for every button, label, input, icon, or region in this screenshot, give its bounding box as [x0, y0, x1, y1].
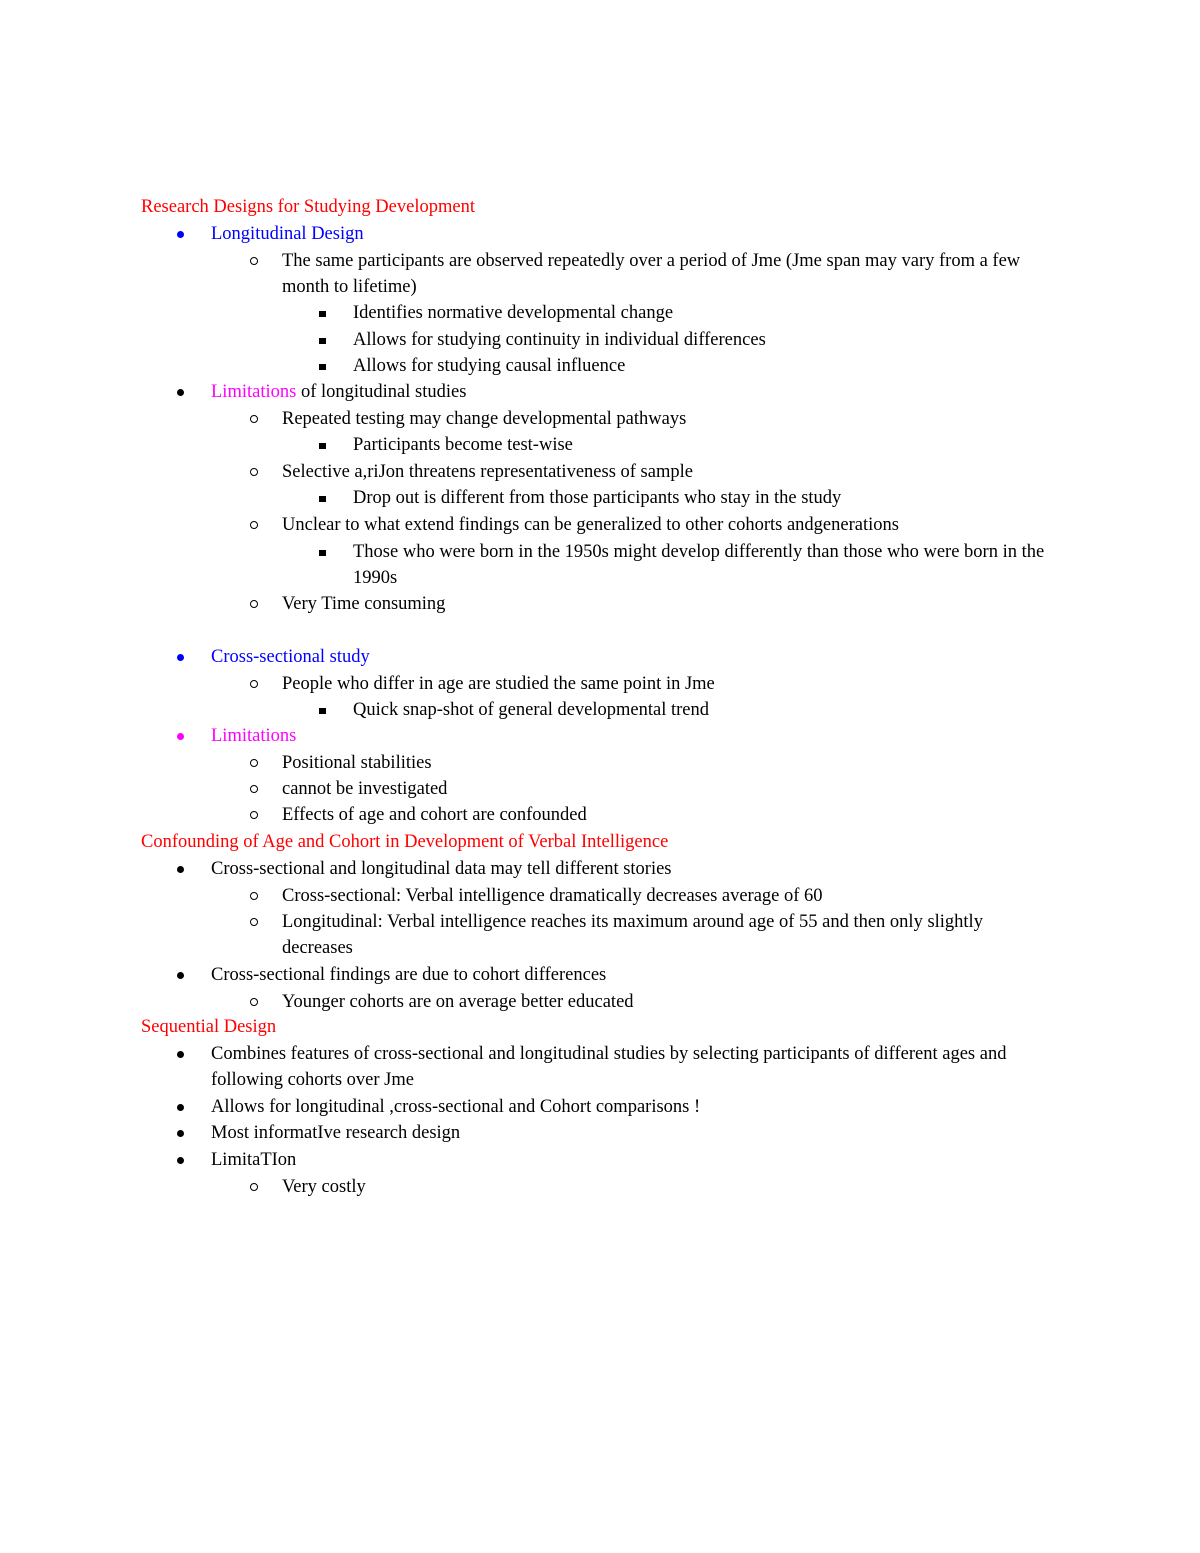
- bullet-dot-icon: [177, 1051, 184, 1058]
- bullet-circle-icon: [250, 468, 258, 476]
- bullet-dot-icon: [177, 972, 184, 979]
- bullet-dot-icon: [177, 231, 184, 238]
- list-item: Cross-sectional and longitudinal data may tell different stories: [211, 856, 672, 882]
- heading-sequential-design: Sequential Design: [141, 1017, 277, 1037]
- list-item: Longitudinal: Verbal intelligence reaches its maximum around age of 55 and then only slightly decreases: [282, 909, 1052, 961]
- bullet-square-icon: [319, 311, 326, 317]
- list-item: Allows for studying causal influence: [353, 353, 625, 379]
- list-item: Repeated testing may change developmental pathways: [282, 406, 686, 432]
- bullet-dot-icon: [177, 1104, 184, 1111]
- list-item: Unclear to what extend findings can be generalized to other cohorts andgenerations: [282, 512, 899, 538]
- bullet-square-icon: [319, 496, 326, 502]
- list-item: Effects of age and cohort are confounded: [282, 802, 587, 828]
- list-item: Most informatIve research design: [211, 1120, 460, 1146]
- bullet-cross-sectional-study: Cross-sectional study: [211, 644, 370, 670]
- bullet-circle-icon: [250, 759, 258, 767]
- bullet-cross-sectional-limitations: Limitations: [211, 723, 296, 749]
- bullet-square-icon: [319, 550, 326, 556]
- bullet-longitudinal-limitations: Limitations of longitudinal studies: [211, 379, 466, 405]
- bullet-circle-icon: [250, 415, 258, 423]
- list-item: Cross-sectional: Verbal intelligence dramatically decreases average of 60: [282, 883, 823, 909]
- list-item: Those who were born in the 1950s might develop differently than those who were born in the 1990s: [353, 539, 1073, 591]
- bullet-longitudinal-design: Longitudinal Design: [211, 221, 364, 247]
- bullet-square-icon: [319, 338, 326, 344]
- list-item: Participants become test-wise: [353, 432, 573, 458]
- bullet-dot-icon: [177, 733, 184, 740]
- bullet-dot-icon: [177, 1157, 184, 1164]
- bullet-dot-icon: [177, 1130, 184, 1137]
- bullet-square-icon: [319, 443, 326, 449]
- list-item: LimitaTIon: [211, 1147, 296, 1173]
- list-item: Very costly: [282, 1174, 366, 1200]
- bullet-dot-icon: [177, 654, 184, 661]
- list-item: Identifies normative developmental change: [353, 300, 673, 326]
- bullet-circle-icon: [250, 785, 258, 793]
- bullet-circle-icon: [250, 680, 258, 688]
- bullet-circle-icon: [250, 600, 258, 608]
- list-item: Combines features of cross-sectional and longitudinal studies by selecting participants of different ages and following cohorts over Jme: [211, 1041, 1041, 1093]
- bullet-circle-icon: [250, 998, 258, 1006]
- heading-confounding: Confounding of Age and Cohort in Development of Verbal Intelligence: [141, 832, 669, 852]
- bullet-circle-icon: [250, 811, 258, 819]
- bullet-dot-icon: [177, 389, 184, 396]
- heading-research-designs: Research Designs for Studying Development: [141, 197, 475, 217]
- bullet-circle-icon: [250, 892, 258, 900]
- list-item: Quick snap-shot of general developmental trend: [353, 697, 709, 723]
- list-item: Allows for longitudinal ,cross-sectional and Cohort comparisons !: [211, 1094, 700, 1120]
- longitudinal-definition: The same participants are observed repeatedly over a period of Jme (Jme span may vary from a few month to lifetime): [282, 248, 1052, 300]
- bullet-circle-icon: [250, 918, 258, 926]
- list-item: Younger cohorts are on average better educated: [282, 989, 634, 1015]
- list-item: cannot be investigated: [282, 776, 447, 802]
- bullet-circle-icon: [250, 1183, 258, 1191]
- list-item: Allows for studying continuity in individual differences: [353, 327, 766, 353]
- bullet-circle-icon: [250, 257, 258, 265]
- bullet-circle-icon: [250, 521, 258, 529]
- bullet-square-icon: [319, 708, 326, 714]
- bullet-square-icon: [319, 364, 326, 370]
- list-item: Very Time consuming: [282, 591, 445, 617]
- list-item: People who differ in age are studied the same point in Jme: [282, 671, 715, 697]
- list-item: Drop out is different from those participants who stay in the study: [353, 485, 841, 511]
- list-item: Selective a,riJon threatens representativeness of sample: [282, 459, 693, 485]
- list-item: Positional stabilities: [282, 750, 432, 776]
- bullet-dot-icon: [177, 866, 184, 873]
- list-item: Cross-sectional findings are due to cohort differences: [211, 962, 606, 988]
